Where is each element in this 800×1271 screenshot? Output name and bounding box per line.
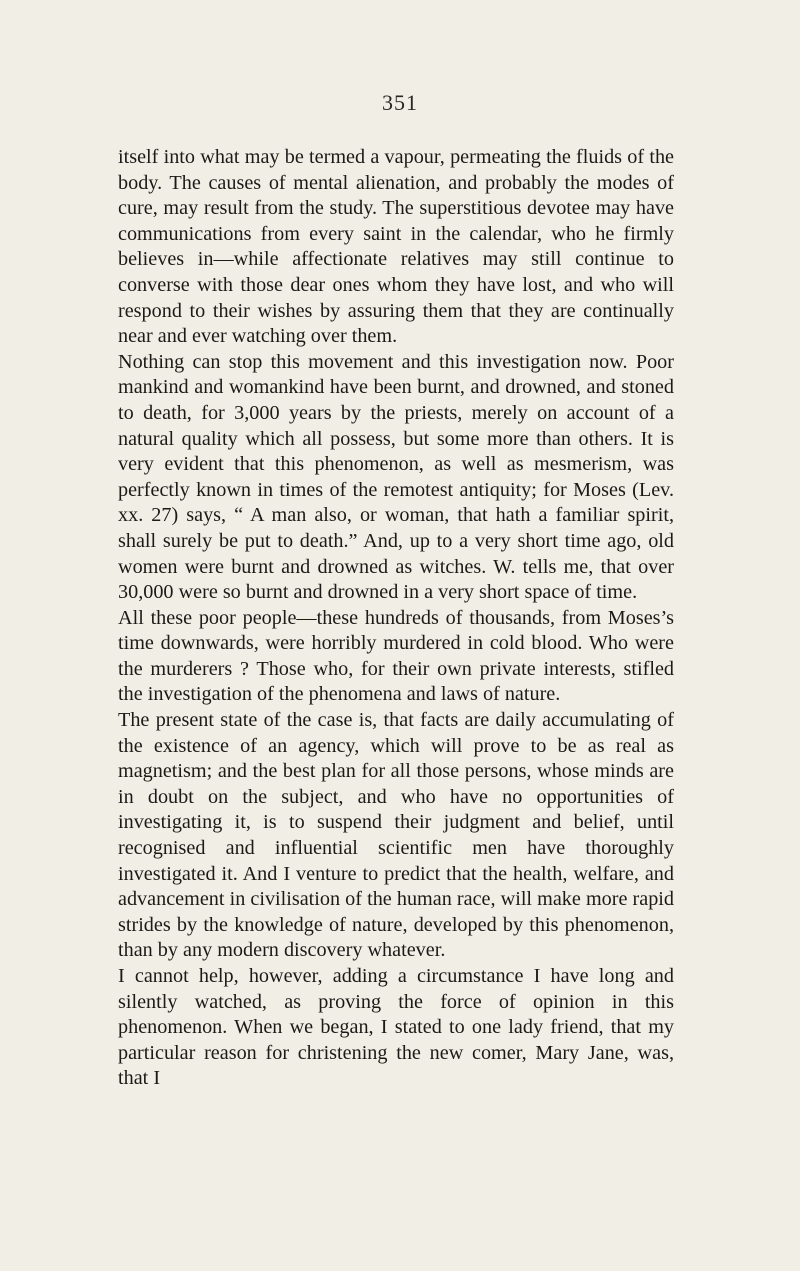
paragraph-3: All these poor people—these hundreds of thousands, from Moses’s time downwards, were horribly murdered in cold blood. Who were the murderers ? Those who, for their own private interests, stifled the investigation of the phenomena and laws of nature. bbox=[118, 606, 674, 706]
paragraph-2: Nothing can stop this movement and this investigation now. Poor mankind and womankind have been burnt, and drowned, and stoned to death, for 3,000 years by the priests, merely on account of a natural quality which all possess, but some more than others. It is very evident that this phenomenon, as well as mesmerism, was perfectly known in times of the remotest antiquity; for Moses (Lev. xx. 27) says, “ A man also, or woman, that hath a familiar spirit, shall surely be put to death.” And, up to a very short time ago, old women were burnt and drowned as witches. W. tells me, that over 30,000 were so burnt and drowned in a very short space of time. bbox=[118, 350, 674, 604]
page-number: 351 bbox=[382, 90, 418, 115]
paragraph-5: I cannot help, however, adding a circumstance I have long and silently watched, as proving the force of opinion in this phenomenon. When we began, I stated to one lady friend, that my particular reason for christening the new comer, Mary Jane, was, that I bbox=[118, 965, 674, 1090]
paragraph-1: itself into what may be termed a vapour, permeating the fluids of the body. The causes of mental alienation, and probably the modes of cure, may result from the study. The superstitious devotee may have communications from every saint in the calendar, who he firmly believes in—while affectionate relatives may still continue to converse with those dear ones whom they have lost, and who will respond to their wishes by assuring them that they are continually near and ever watching over them. bbox=[118, 146, 674, 348]
paragraph-4: The present state of the case is, that facts are daily accumulating of the existence of an agency, which will prove to be as real as magnetism; and the best plan for all those persons, whose minds are in doubt on the subject, and who have no opportunities of investigating it, is to suspend their judgment and belief, until recognised and influential scientific men have thoroughly investigated it. And I venture to predict that the health, welfare, and advancement in civilisation of the human race, will make more rapid strides by the knowledge of nature, developed by this phenomenon, than by any modern discovery whatever. bbox=[118, 709, 674, 962]
body-text bbox=[118, 145, 674, 1092]
